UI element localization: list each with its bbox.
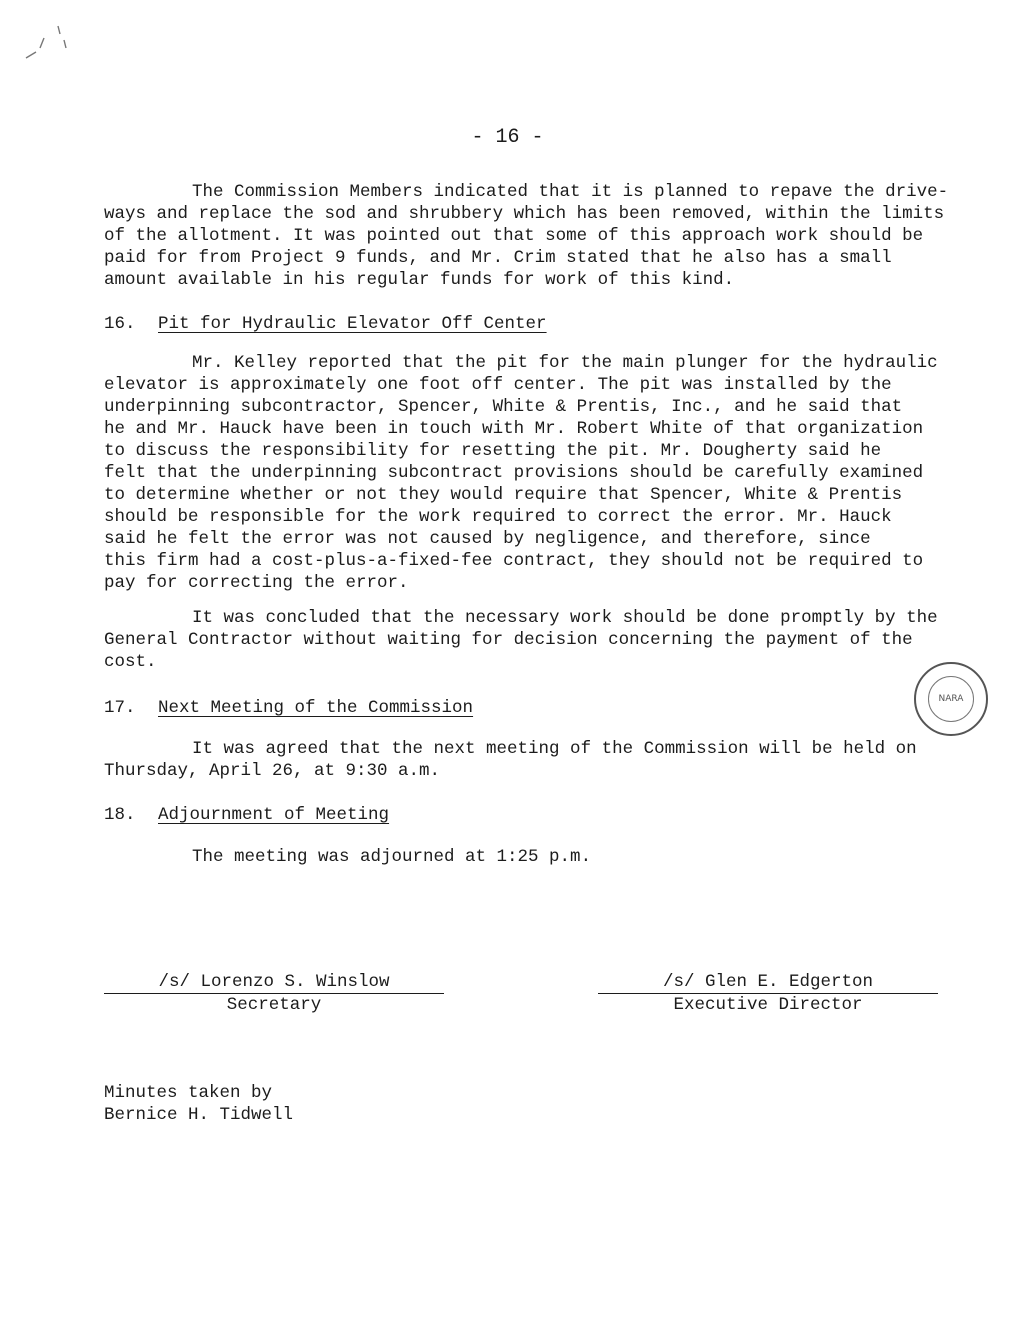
stamp-inner-ring: NARA <box>928 676 974 722</box>
library-stamp-icon <box>914 662 988 736</box>
intro-paragraph: The Commission Members indicated that it is planned to repave the drive- ways and replace the sod and shrubbery which has been removed, within the limits of the allotment. It was pointed out that some of this approach work should be paid for from Project 9 funds, and Mr. Crim stated that he also has a small amount available in his regular funds for work of this kind. <box>104 182 949 290</box>
signature-secretary: /s/ Lorenzo S. Winslow Secretary <box>104 972 444 1016</box>
section-heading-16: 16. Pit for Hydraulic Elevator Off Center <box>104 314 547 334</box>
signature-executive-director: /s/ Glen E. Edgerton Executive Director <box>598 972 938 1016</box>
minutes-taken-by: Minutes taken by Bernice H. Tidwell <box>104 1083 294 1125</box>
section-17-paragraph: It was agreed that the next meeting of the Commission will be held on Thursday, April 26, at 9:30 a.m. <box>104 739 917 781</box>
section-heading-18: 18. Adjournment of Meeting <box>104 805 390 825</box>
corner-ink-mark <box>18 18 78 78</box>
section-heading-17: 17. Next Meeting of the Commission <box>104 698 474 718</box>
section-16-paragraph-1: Mr. Kelley reported that the pit for the main plunger for the hydraulic elevator is approximately one foot off center. The pit was installed by the underpinning subcontractor, Spencer, White & Prentis, Inc., and he said that he and Mr. Hauck have been in touch with Mr. Robert White of that organization to discuss the responsibility for resetting the pit. Mr. Dougherty said he felt that the underpinning subcontract provisions should be carefully examined to determine whether or not they would require that Spencer, White & Prentis should be responsible for the work required to correct the error. Mr. Hauck said he felt the error was not caused by negligence, and therefore, since this firm had a cost-plus-a-fixed-fee contract, they should not be required to pay for correcting the error. <box>104 353 938 593</box>
section-16-paragraph-2: It was concluded that the necessary work should be done promptly by the General Contractor without waiting for decision concerning the payment of the cost. <box>104 608 938 672</box>
section-18-paragraph: The meeting was adjourned at 1:25 p.m. <box>192 847 592 867</box>
page-number: - 16 - <box>471 126 544 149</box>
